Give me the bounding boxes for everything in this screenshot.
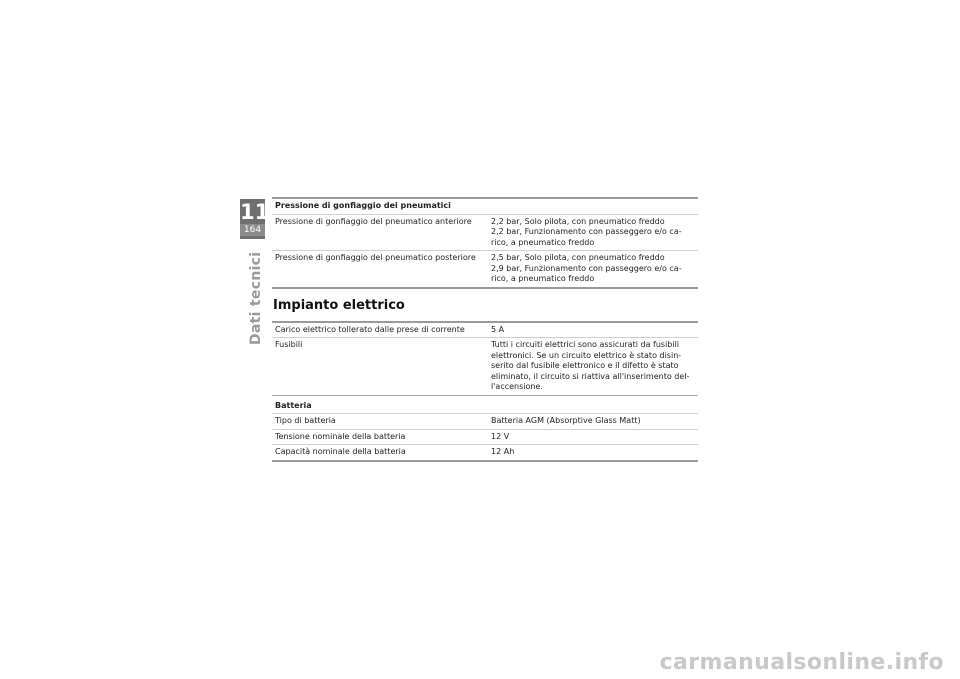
row-label: Tensione nominale della batteria	[272, 429, 488, 445]
row-label: Pressione di gonfiaggio del pneumatico posteriore	[272, 251, 488, 288]
value-line: 2,9 bar, Funzionamento con passeggero e/o ca-	[491, 263, 682, 273]
table-row	[272, 429, 698, 445]
section-title: Impianto elettrico	[273, 297, 405, 313]
tyre-pressure-table	[272, 197, 698, 289]
row-label: Capacità nominale della batteria	[272, 445, 488, 461]
value-line: eliminato, il circuito si riattiva all'inserimento del-	[491, 371, 690, 381]
row-value	[488, 338, 698, 396]
row-value: 12 V	[488, 429, 698, 445]
row-value: Batteria AGM (Absorptive Glass Matt)	[488, 414, 698, 430]
table-row	[272, 214, 698, 251]
row-value: 5 A	[488, 322, 698, 338]
value-line: rico, a pneumatico freddo	[491, 274, 595, 283]
value-line: 2,5 bar, Solo pilota, con pneumatico freddo	[491, 253, 665, 262]
battery-heading: Batteria	[272, 395, 698, 414]
row-label: Pressione di gonfiaggio del pneumatico anteriore	[272, 214, 488, 251]
value-line: 2,2 bar, Funzionamento con passeggero e/o ca-	[491, 227, 682, 236]
table-row	[272, 445, 698, 461]
row-value	[488, 251, 698, 288]
value-line: l'accensione.	[491, 382, 543, 391]
table-row	[272, 322, 698, 338]
table-row	[272, 251, 698, 288]
value-line: serito dal fusibile elettronico e il difetto è stato	[491, 361, 679, 370]
table-heading-row	[272, 395, 698, 414]
chapter-side-title: Dati tecnici	[248, 251, 264, 345]
value-line: rico, a pneumatico freddo	[491, 237, 595, 247]
table-row	[272, 338, 698, 396]
row-value	[488, 214, 698, 251]
row-label: Fusibili	[272, 338, 488, 396]
row-label: Carico elettrico tollerato dalle prese di corrente	[272, 322, 488, 338]
table-row	[272, 414, 698, 430]
table-heading-row	[272, 198, 698, 214]
tyre-pressure-heading: Pressione di gonfiaggio dei pneumatici	[272, 198, 698, 214]
page-number: 164	[240, 224, 265, 236]
watermark: carmanualsonline.info	[659, 650, 944, 675]
value-line: Tutti i circuiti elettrici sono assicurati da fusibili	[491, 340, 680, 349]
row-label: Tipo di batteria	[272, 414, 488, 430]
electrical-table	[272, 321, 698, 462]
value-line: elettronici. Se un circuito elettrico è stato disin-	[491, 350, 682, 360]
chapter-number: 11	[240, 200, 270, 224]
value-line: 2,2 bar, Solo pilota, con pneumatico freddo	[491, 216, 665, 226]
page-content	[272, 197, 698, 462]
row-value: 12 Ah	[488, 445, 698, 461]
